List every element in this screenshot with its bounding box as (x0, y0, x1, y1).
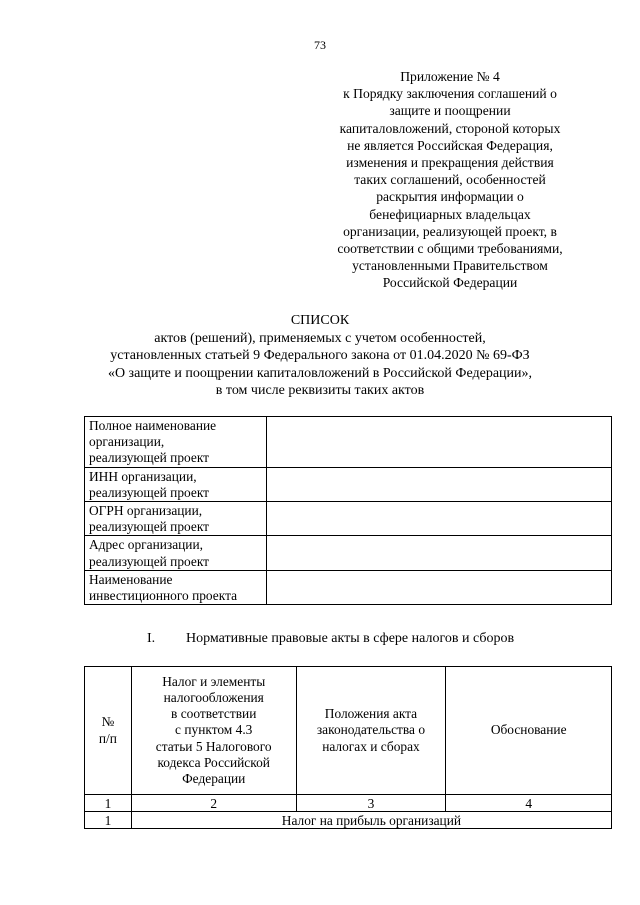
column-number: 4 (446, 795, 612, 812)
table-row (85, 812, 612, 829)
header-line: кодекса Российской (157, 754, 270, 770)
list-title-line: «О защите и поощрении капиталовложений в Российской Федерации», (107, 365, 533, 381)
tax-name: Налог на прибыль организаций (131, 812, 611, 829)
table-row (85, 502, 612, 536)
section-number: I. (147, 631, 156, 646)
appendix-line: не является Российская Федерация, (347, 137, 553, 153)
value-cell (267, 570, 612, 604)
row-label (85, 570, 267, 604)
list-title-heading: СПИСОК (290, 313, 350, 328)
appendix-line: таких соглашений, особенностей (354, 172, 546, 188)
label-line: Полное наименование (89, 418, 217, 433)
header-line: № (101, 714, 115, 730)
list-title-line: в том числе реквизиты таких актов (215, 383, 425, 399)
label-line: реализующей проект (89, 450, 210, 466)
label-line: инвестиционного проекта (89, 588, 238, 604)
label-line: ИНН организации, (89, 468, 197, 484)
organization-info-table (84, 416, 612, 605)
appendix-header (318, 68, 582, 292)
header-cell-act-provisions (296, 667, 446, 795)
value-cell (267, 502, 612, 536)
appendix-line: к Порядку заключения соглашений о (343, 86, 557, 102)
column-number-row (85, 795, 612, 812)
column-number: 2 (131, 795, 296, 812)
header-line: с пунктом 4.3 (175, 722, 253, 738)
table-row (85, 536, 612, 570)
row-label (85, 502, 267, 536)
column-number: 1 (85, 795, 132, 812)
appendix-line: капиталовложений, стороной которых (339, 120, 561, 136)
column-number: 3 (296, 795, 446, 812)
table-row (85, 570, 612, 604)
table-row (85, 417, 612, 468)
label-line: Адрес организации, (89, 537, 203, 553)
header-line: законодательства о (316, 722, 426, 738)
header-cell-tax-elements (131, 667, 296, 795)
value-cell (267, 417, 612, 468)
value-cell (267, 467, 612, 501)
label-line: реализующей проект (89, 519, 210, 535)
row-label (85, 417, 267, 468)
row-number: 1 (85, 812, 132, 829)
header-line: п/п (98, 730, 117, 746)
table-header-row (85, 667, 612, 795)
tax-acts-table (84, 666, 612, 829)
label-line: организации, (89, 434, 165, 450)
appendix-line: Приложение № 4 (400, 69, 500, 84)
label-line: ОГРН организации, (89, 503, 203, 519)
row-label (85, 467, 267, 501)
header-line: Положения акта (324, 706, 418, 722)
header-line: Налог и элементы (162, 673, 266, 689)
section-title: Нормативные правовые акты в сфере налогов и сборов (186, 631, 515, 646)
value-cell (267, 536, 612, 570)
header-line: статьи 5 Налогового (155, 738, 272, 754)
appendix-line: организации, реализующей проект, в (343, 223, 557, 239)
appendix-line: раскрытия информации о (376, 189, 524, 205)
header-line: налогообложения (163, 689, 264, 705)
header-line: Обоснование (490, 722, 567, 738)
label-line: Наименование (89, 571, 173, 587)
header-cell-justification (446, 667, 612, 795)
appendix-line: установленными Правительством (352, 258, 548, 274)
header-line: налогах и сборах (322, 738, 420, 754)
appendix-line: соответствии с общими требованиями, (337, 241, 563, 257)
section-heading (0, 630, 640, 650)
label-line: реализующей проект (89, 484, 210, 500)
header-line: в соответствии (171, 706, 257, 722)
row-label (85, 536, 267, 570)
table-row (85, 467, 612, 501)
appendix-line: изменения и прекращения действия (346, 155, 554, 171)
list-title-line: актов (решений), применяемых с учетом особенностей, (154, 330, 486, 346)
list-title-line: установленных статьей 9 Федерального закона от 01.04.2020 № 69-ФЗ (110, 348, 530, 364)
appendix-line: защите и поощрении (389, 103, 511, 119)
list-title (0, 312, 640, 400)
header-cell-number (85, 667, 132, 795)
label-line: реализующей проект (89, 553, 210, 569)
appendix-line: бенефициарных владельцах (369, 206, 531, 222)
appendix-line: Российской Федерации (382, 275, 518, 291)
page-number: 73 (314, 38, 326, 52)
header-line: Федерации (182, 771, 246, 786)
